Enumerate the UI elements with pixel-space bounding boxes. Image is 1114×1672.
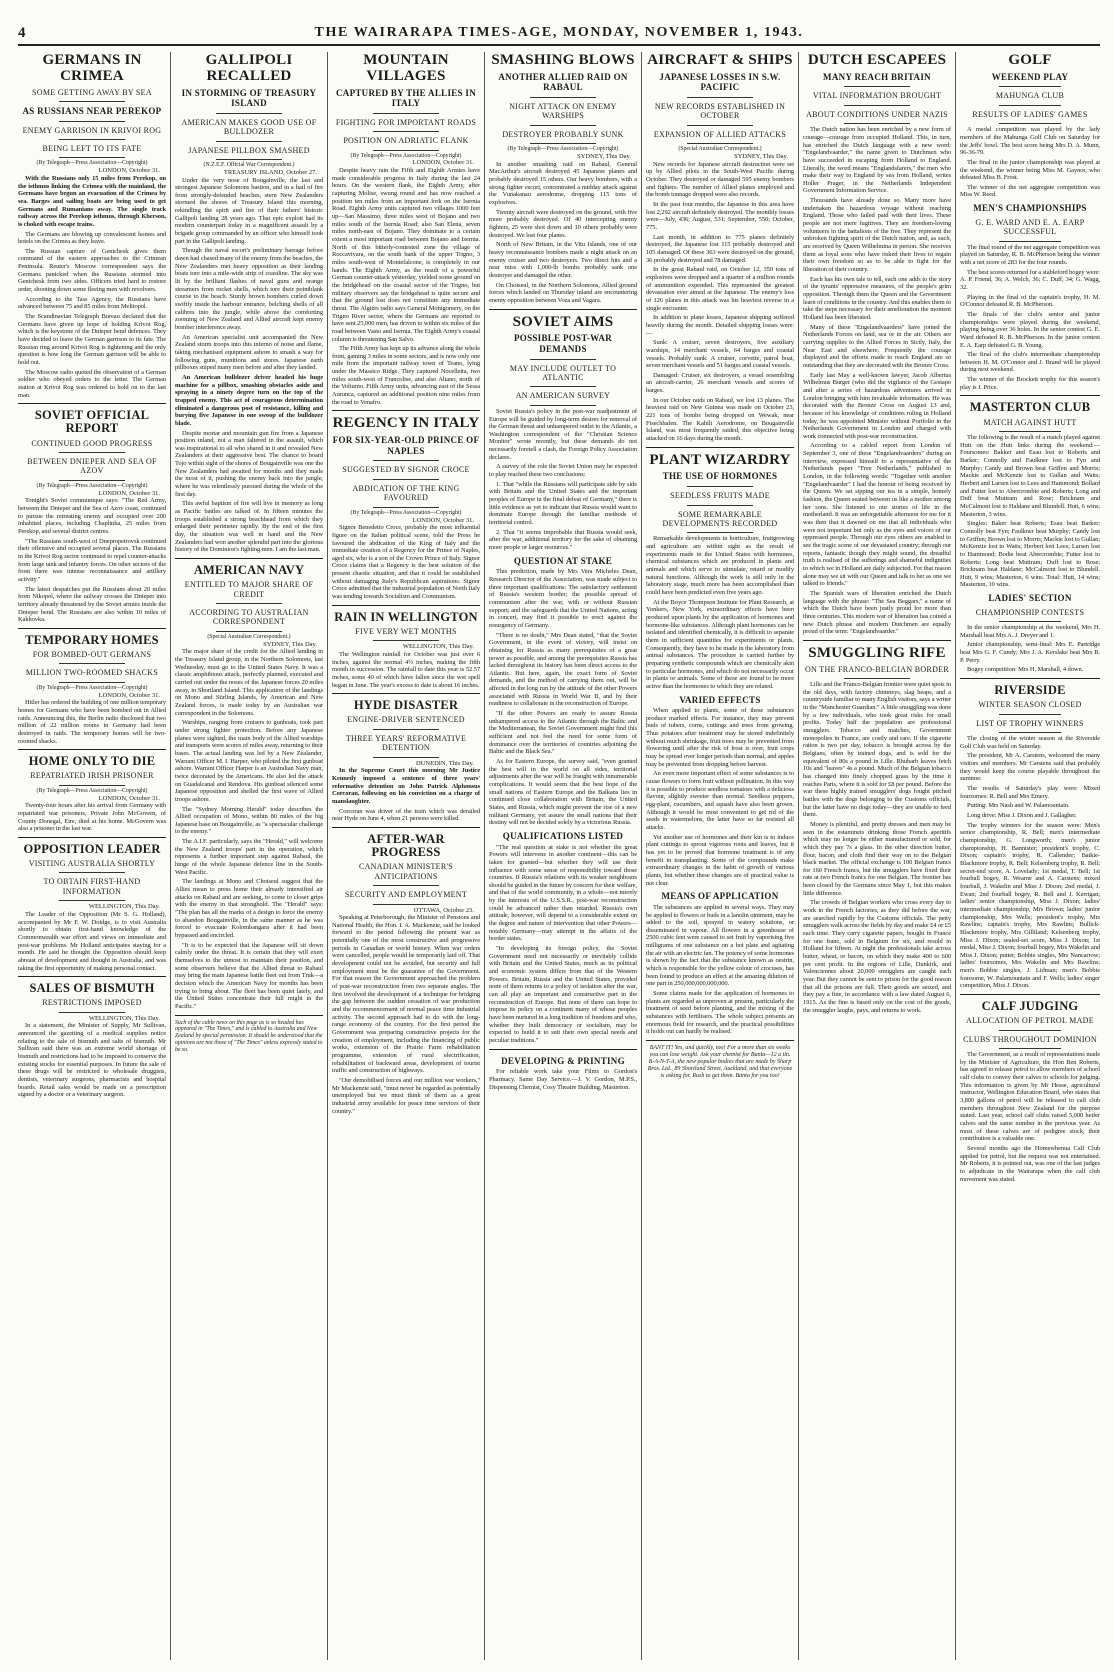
deck: ABOUT CONDITIONS UNDER NAZIS bbox=[806, 109, 948, 119]
deck: ON THE FRANCO-BELGIAN BORDER bbox=[804, 664, 950, 674]
dateline: WELLINGTON, This Day. bbox=[88, 1014, 160, 1022]
deck: VISITING AUSTRALIA SHORTLY bbox=[28, 859, 156, 869]
article-paragraph: Damaged: Cruiser, six destroyers, a vessel resembling an aircraft-carrier, 26 merchant vessels and scores of barges. bbox=[646, 371, 794, 395]
article-paragraph: Early last May a well-known lawyer, Jacob Albertus Wilhelmus Burger (who did the vigilance of the Gestapo and after a series of hazardous adventures arrived in London bringing with him invaluable information. He was decorated with the Bronze Cross on August 13 and, because of his knowledge of conditions ruling in Holland today, he was appointed Minister without Portfolio in the Netherlands Government in London and charged with work connected with post-war reconstruction. bbox=[803, 371, 951, 440]
deck: ALLOCATION OF PETROL MADE bbox=[966, 1016, 1094, 1026]
article-paragraph: The Wellington rainfall for October was just over 6 inches, against the normal 4½ inches, making the fifth month in succession. The rainfall to date this year is 52.57 inches, some 40 of which have fallen since the wet spell began in June. The year's excess to date is about 16 inches. bbox=[332, 650, 480, 689]
article-paragraph: Soviet Russia's policy in the post-war readjustment of Europe will be guided by long-term desires for removal of the German threat and unhampered outlet to the Atlantic, a Washington correspondent of the "Christian Science Monitor" wrote recently, but these demands do not necessarily foretell a clash, the Foreign Policy Association declares. bbox=[489, 407, 637, 461]
article-paragraph: According to the Tass Agency, the Russians have advanced between 75 and 85 miles from Melitopol. bbox=[18, 295, 166, 311]
article-paragraph: In the senior championship at the weekend, Mrs H. Marshall beat Mrs A. J. Dreyer and 1. bbox=[960, 624, 1100, 639]
deck: MATCH AGAINST HUTT bbox=[983, 417, 1077, 427]
article-paragraph: An American specialist unit accompanied the New Zealand storm troops into this inferno of noise and flame, taking mechanised equipment ashore to smash a way for following guns, munitions and stores. Japanese earth pillboxes sniped many men before and after they landed. bbox=[175, 333, 323, 372]
credit-line: (By Telegraph—Press Association—Copyright) bbox=[350, 152, 462, 159]
deck: BETWEEN DNIEPER AND SEA OF AZOV bbox=[27, 456, 157, 476]
headline-after-war-progress: AFTER-WAR PROGRESS bbox=[367, 831, 445, 860]
article-paragraph: In another smashing raid on Rabaul, General MacArthur's aircraft destroyed 45 Japanese planes and probably destroyed 15 others. Our heavy bombers, with a strong fighter escort, concentrated a midday attack against the Vunakanau aerodrome, dropping 115 tons of explosives. bbox=[489, 160, 637, 207]
dateline: LONDON, October 31. bbox=[98, 167, 160, 175]
deck: SOME REMARKABLE DEVELOPMENTS RECORDED bbox=[662, 509, 778, 528]
article-paragraph: Singles: Baker beat Roberts; Esau beat Barker; Connolly beat Fyn; Faulkner beat Murphy; Candy lost to Griffen; Brown lost to Morris; Mackie lost to Gullan; McKenzie lost to Watts; Herbert lost Lees; Larsen lost to Hammond; Bodie beat Abercrombie; Futter lost to Roberts; Long beat Muttram; Duff lost to Rose; Bricknam beat Haldane; McCalmont lost to Blundell. Hutt, 9 wins; Masterton, 6 wins. Total: Hutt, 14 wins; Masterton, 10 wins. bbox=[960, 520, 1100, 589]
article-paragraph: Lille and the Franco-Belgian frontier were quiet spots in the old days, with factory chimneys, slag heaps, and a countryside familiar to many English visitors, says a writer in the "Manchester Guardian." A little smuggling was done by a few individuals, who took great risks for small profits. Today half the population are professional smugglers. Tobacco and matches, Government monopolies in France, are costly and rare. If the cigarette ration is two per day, tobacco is brought across by the Belgians, often by trained dogs, and is sold for the equivalent of 80s a pound in Lille. Rhubarb leaves fetch 10s and "leaves" 4s a pound. Much of the Belgian tobacco has changed into finely chopped grass by the time it reaches Paris, where it is sold for £8 per pound. Before the war these highly trained smugglers' dogs fought pitched battles with the dogs belonging to the Customs officials, but the latter have no dogs today—they are unable to feed them. bbox=[803, 681, 951, 819]
article-paragraph: Corcoran was driver of the train which was derailed near Hyde on June 4, when 21 persons were killed. bbox=[332, 807, 480, 823]
article-paragraph: The winner of the net aggregate competition was Miss W. Reed. bbox=[960, 183, 1100, 199]
headline-dutch-escapees: DUTCH ESCAPEES bbox=[807, 52, 947, 68]
dateline: SYDNEY, This Day. bbox=[734, 153, 788, 161]
article-paragraph: In a statement, the Minister of Supply, Mr Sullivan, announced the gazetting of a medical supplies notice relating to the sale of bismuth and salts of bismuth. Mr Sullivan said there was an extreme world shortage of bismuth and restrictions had to be imposed to conserve the existing stocks for essential purposes. In future the sale of these drugs will be restricted to wholesale druggists, dentists, veterinary surgeons, pharmacists and hospital boards. Retail sales would be made on a prescription signed by a doctor or a veterinary surgeon. bbox=[18, 1022, 166, 1099]
deck: LIST OF TROPHY WINNERS bbox=[976, 718, 1084, 728]
headline-riverside: RIVERSIDE bbox=[994, 683, 1066, 698]
deck: CLUBS THROUGHOUT DOMINION bbox=[963, 1034, 1097, 1044]
article-paragraph: Junior championship, semi-final: Mrs E. Partridge beat Mrs G. F. Cundy; Mrs J. A. Kerslake beat Mrs B. P. Perry. bbox=[960, 641, 1100, 664]
subhead: VARIED EFFECTS bbox=[679, 694, 761, 705]
advert-text: BANT IT! Yes, and quickly, too! For a more than six weeks you can lose weight. Ask your chemist for Banta—12 a tin. B-A-N-T-A, the new popular bodies that are made by Sharp Bros. Ltd., 89 Shortland Street, Auckland, and that everyone is asking for. Rush to get them. Banta for you too! bbox=[647, 1045, 793, 1080]
article-paragraph: Bogey competition: Mrs H. Marshall, 4 down. bbox=[967, 666, 1084, 674]
article-paragraph: The "Sydney Morning Herald" today describes the Allied occupation of Mono, within 80 miles of the big Japanese base on Bougainville, as "a spectacular challenge to the enemy." bbox=[175, 805, 323, 836]
deck: TO OBTAIN FIRST-HAND INFORMATION bbox=[43, 877, 141, 896]
article-paragraph: 1. That "while the Russians will participate side by side with Britain and the United States and the important peoples of Europe in the final defeat of Germany," there is little evidence as yet to indicate that Russia would want to dominate Europe through the familiar methods of territorial control. bbox=[489, 480, 637, 527]
headline-soviet-aims: SOVIET AIMS bbox=[512, 313, 614, 330]
credit-line: (By Telegraph—Press Association—Copyright) bbox=[36, 482, 148, 489]
headline-golf: GOLF bbox=[1008, 52, 1052, 68]
article-paragraph: Twenty aircraft were destroyed on the ground, with five more probably destroyed. Of 40 intercepting enemy fighters, 25 were shot down and 10 others probably were destroyed. We lost four planes. bbox=[489, 208, 637, 239]
article-paragraph: The Leader of the Opposition (Mr S. G. Holland), accompanied by Mr F. W. Doidge, is to visit Australia shortly to obtain first-hand knowledge of the Commonwealth war effort and views on immediate and post-war problems. Mr Holland anticipates staying for a month. He said he thought the Opposition should keep abreast of development and thought in Australia, and was taking the first opportunity of making personal contact. bbox=[18, 911, 166, 972]
column-1 bbox=[18, 52, 166, 1660]
subhead: LADIES' SECTION bbox=[988, 593, 1072, 604]
dateline: LONDON, October 31. bbox=[98, 794, 160, 802]
deck: MANY REACH BRITAIN bbox=[823, 71, 931, 82]
article-paragraph: Several months ago the Homewhenua Calf Club applied for petrol, but the request was not entertained. Mr Roberts, it is pointed out, was one of the last judges to adjudicate in the Wairarapa when the calf club movement was stated. bbox=[960, 1144, 1100, 1183]
article-paragraph: Despite mortar and mountain gun fire from a Japanese position inland, not a man faltered in the assault, which was inspirational to all who shared in it and revealed New Zealanders at their aggressive best. The chance to board Tojo within sight of the shores of Bougainville was one the New Zealanders had awaited for months and they made the most of it, pushing the enemy back into the jungle, where he was relentlessly pursued during the whole of the first day. bbox=[175, 429, 323, 498]
column-rule bbox=[170, 52, 171, 1660]
article-paragraph: In our October raids on Rabaul, we lost 13 planes. The heaviest raid on New Guinea was made on October 23, 221 tons of bombs being dropped on Wewak, near Fisechhafen. The Kahili Aerodrome, on Bougainville Island, was most frequently raided, this objective being attacked on 16 days during the month. bbox=[646, 396, 794, 443]
article-paragraph: The Dutch nation has been enriched by a new form of courage—courage from occupied Holland. This, in turn, has enriched the Dutch language with a new word: "Engelandvaarder," the name given to Dutchmen who have succeeded in escaping from Holland to England. Literally, the word means "Englandsfarers," the men who make their way to England by sea from Holland, writes Holler Prager, in the Netherlands Independent Government Information Service. bbox=[803, 126, 951, 195]
deck: AS RUSSIANS NEAR PEREKOP bbox=[22, 105, 162, 116]
dateline: LONDON, October 31. bbox=[98, 691, 160, 699]
article-paragraph: A survey of the role the Soviet Union may be expected to play reached these two conclusions: bbox=[489, 463, 637, 479]
deck: FOR SIX-YEAR-OLD PRINCE OF NAPLES bbox=[332, 435, 480, 456]
deck: WINTER SEASON CLOSED bbox=[978, 700, 1082, 710]
credit-line: (By Telegraph—Press Association—Copyright) bbox=[507, 146, 619, 153]
column-rule bbox=[327, 52, 328, 1660]
deck: POSSIBLE POST-WAR DEMANDS bbox=[513, 333, 613, 354]
page-columns bbox=[18, 52, 1100, 1662]
article-paragraph: The substances are applied in several ways. They may be applied to flowers or buds in a lanolin ointment, may be added to the soil, sprayed in watery solutions, or disseminated in vapour. All flowers in a greenhouse of 2500 cubic feet were caused to set fruit by vaporising five milligrams of one substance on a hot plate and agitating the air with an electric fan. The potency of some hormones is shown by the fact that the substance known as oestrin, which is responsible for the yellow colour of crocuses, has been found to produce an effect at the amazing dilution of one part in 250,000,000,000,000. bbox=[646, 903, 794, 988]
column-rule bbox=[641, 52, 642, 1660]
deck: DESTROYER PROBABLY SUNK bbox=[502, 129, 624, 139]
article-paragraph: The following is the result of a match played against Hutt on the Hutt links during the weekend:—Foursomes: Bakker and Esau lost to Roberts and Barker; Connolly and Faulkner lost to Fyn and Murphy; Candy and Brown beat Griffen and Morris; Mackie and McKenzie lost to Gullan and Watts; Herbert and Larsen lost to Lees and Hammond; Bollard and Futter lost to Abercrombie and Roberts; Long and Duff beat Muttram and Rose; Bricknam and McCalmont lost to Haldane and Blundell. Hutt, 6 wins; Masterton, 3 wins. bbox=[960, 434, 1100, 518]
article-paragraph: An even more important effect of some substances is to cause flowers to form fruit without pollination. In this way it is possible to produce seedless tomatoes with a delicious flavour, slightly sweeter than normal. Seedless peppers, egg-plant, cucumbers, and squash have also been grown. Although it would be most convenient to get rid of the seeds in watermelons, the latter have so far resisted all attacks. bbox=[646, 770, 794, 831]
headline-mountain-villages: MOUNTAIN VILLAGES bbox=[363, 52, 449, 84]
deck: FIVE VERY WET MONTHS bbox=[355, 626, 457, 636]
article-paragraph: The trophy winners for the season were: Men's senior championship, R. Bell; men's intermediate championship, G. Longworth; men's junior championship, H. Bannister; president's trophy, C. Dixon; captain's trophy, R. Callender; Batkie-Blackmore trophy, R. Bell; Kelsenberg trophy, R. Bell; secret-end score, A. Lovelady; 1st medal, T. Bell; 1st fourball bogey, R. Wearne and A. Carstens; mixed fourball, J. Wakelin and Miss J. Dixon; 2nd medal, J. Ewan; 2nd fourball bogey, R. Bell and J. Kerrigan; ladies' senior championship, Miss J. Dixon; ladies' intermediate championship, Mrs Brown; ladies' junior championship, Mrs Wells; president's trophy, Mrs Rawlins; captain's trophy, Mrs Rawlins; Bullick-Blackmore trophy, Mrs Gilliland; Kelsenberg trophy, Miss J. Dixon; sealed-set score, Miss J. Dixon; 1st medal, Miss J. Dixon; fourball bogey, Mrs Wakelin and Miss J. Dixon; putter, Bobbie singles, Mrs Nancarrow; ladies' foursomes, Mrs Wakelin and Mrs Rawlins; men's Bobbie singles, J. Lidman; men's Bobbie foursome, W. Palamountain and F. Wells; ladies' singer competition, Miss J. Dixon. bbox=[960, 821, 1100, 990]
article-paragraph: As for Eastern Europe, the survey said, "even granted the best will in the world on all sides, territorial adjustments after the war will be fraught with innumerable complications. It would seem that the best hope of the small nations of Eastern Europe and the Balkans lies in continued close collaboration with Britain, the United States, and Russia, which might prevent the rise of a new militant Germany, yet assure the small nations that their destiny will not be decided solely by a victorious Russia. bbox=[489, 758, 637, 827]
column-7 bbox=[960, 52, 1100, 1660]
article-paragraph: Putting: Mrs Nash and W. Palamountain. bbox=[967, 802, 1070, 810]
article-paragraph: The Germans are blowing up convalescent homes and hotels on the Crimea as they leave. bbox=[18, 230, 166, 246]
headline-american-navy: AMERICAN NAVY bbox=[193, 563, 305, 578]
dateline: WELLINGTON, This Day. bbox=[402, 643, 474, 651]
article-paragraph: At the Boyce Thompson Institute for Plant Research, at Yonkers, New York, extraordinary effects have been produced upon plants by the application of hormones and hormone-like substances. Although plant hormones can be isolated and identified chemically, it is difficult to separate them in sufficient quantities for experiments or plants. Consequently, they have to be made in the laboratory from animal substances. The procedure is carried further by preparing synthetic compounds which are chemically akin to particular hormones, and which do not necessarily occur in plants or animals. Some of these are found to be more active than the hormones to which they are related. bbox=[646, 598, 794, 690]
article-paragraph: Tonight's Soviet communique says: "The Red Army, between the Dnieper and the Sea of Azov coast, continued to pursue the retreating enemy and occupied over 200 inhabited places, including Chaplinka, 25 miles from Perekop, and several district centres. bbox=[18, 497, 166, 535]
headline-hyde-disaster: HYDE DISASTER bbox=[353, 698, 459, 713]
article-paragraph: On Choiseul, in the Northern Solomons, Allied ground forces which landed on Thursday inland are encountering enemy opposition between Voza and Vagara. bbox=[489, 281, 637, 304]
article-paragraph: The finals of the club's senior and junior championships were played during the weekend, playing being over 36 holes. In the senior contest G. E. Ward defeated R. B. McPherson. In the junior contest E. A. Earp defeated G. B. Young. bbox=[960, 310, 1100, 349]
article-paragraph: In the past four months, the Japanese in this area have lost 2,292 aircraft definitely destroyed. The monthly losses were—July, 436; August, 531; September, 550; October, 775. bbox=[646, 201, 794, 232]
article-paragraph: Playing in the final of the captain's trophy, H. M. O'Connor defeated R. B. McPherson. bbox=[960, 293, 1100, 309]
deck: FOR BOMBED-OUT GERMANS bbox=[32, 649, 152, 659]
column-rule bbox=[798, 52, 799, 1660]
deck: RESTRICTIONS IMPOSED bbox=[42, 998, 142, 1008]
deck: MAHUNGA CLUB bbox=[995, 91, 1065, 101]
article-paragraph: The Fifth Army has kept up its advance along the whole front, gaining 3 miles in some sectors, and is now only one mile from the important railway town of Teano, lying under the Massico Ridge. They captured Nocelletta, two miles south-west of Francolise, and also Aliano, north of the Volturno. Fifth Army units, advancing east of the Sessa Aurunca, captured an additional position nine miles from the road to Venafro. bbox=[332, 345, 480, 406]
deck: WEEKEND PLAY bbox=[991, 71, 1069, 82]
deck: G. E. WARD AND E. A. EARP SUCCESSFUL bbox=[975, 217, 1085, 237]
article-paragraph: The latest despatches put the Russians about 20 miles from Nikopol, where the railway crosses the Dnieper into territory already threatened by the Soviet armies inside the Dnieper bend. The Russians are also within 10 miles of Kakhovka. bbox=[18, 585, 166, 624]
deck: IN STORMING OF TREASURY ISLAND bbox=[181, 87, 317, 109]
advert-text: For reliable work take your Films to Gordon's Pharmacy. Same Day Service.—J. V. Gordon, M.P.S., Dispensing Chemist, Cosy Theatre Building, Masterton. bbox=[489, 1068, 637, 1091]
article-paragraph: The final in the junior championship was played at the weekend, the winner being Miss M. Gaynor, who defeated Miss B. Frost. bbox=[960, 158, 1100, 182]
article-paragraph: In addition to plane losses, Japanese shipping suffered heavily during the month. Detailed shipping losses were:— bbox=[646, 314, 794, 337]
deck: ENEMY GARRISON IN KRIVOI ROG bbox=[22, 125, 162, 135]
article-paragraph: Yet another use of hormones and their kin is to induce plant cuttings to sprout vigorous roots and leaves, but it has yet to be proved that hormone treatment is of any benefit in transplanting. Some of the compounds make extraordinary changes in the habit of growth of various plants, but whether these changes are of practical value is not clear. bbox=[646, 833, 794, 887]
dateline: WELLINGTON, This Day. bbox=[88, 903, 160, 911]
deck: THE USE OF HORMONES bbox=[662, 471, 778, 482]
article-paragraph: Twenty-four hours after his arrival from Germany with repatriated war prisoners, Private John McGovern, of County Donegal, Eire, died at his home. McGovern was also a prisoner in the last war. bbox=[18, 802, 166, 833]
article-paragraph: Under the very nose of Bougainville, the last and strongest Japanese Solomons bastion, and in a hail of fire from strongly-defended beaches, stern New Zealanders stormed the shores of Treasury Island this morning, rekindling the spirit and fire of their fathers' historic Gallipoli landing 28 years ago. That epic exploit had its modern counterpart today in a magnificent assault by a brigade group commanded by an officer who himself took part in the Gallipoli landing. bbox=[175, 176, 323, 245]
deck: SECURITY AND EMPLOYMENT bbox=[344, 890, 468, 900]
article-paragraph: Each has his own tale to tell, each one adds to the story of the tyrants' oppressive measures, of the people's grim opposition. Through them the Queen and the Government learn of conditions in the country. And this enables them to take the steps necessary for their amelioration the moment Holland has been liberated. bbox=[803, 275, 951, 321]
article-paragraph: The results of Saturday's play were: Mixed foursomes: R. Bell and Mrs Emery. bbox=[960, 785, 1100, 800]
deck: CHAMPIONSHIP CONTESTS bbox=[975, 607, 1085, 617]
headline-smuggling-rife: SMUGGLING RIFE bbox=[808, 644, 946, 661]
article-paragraph: Many of these "Engelandvaarders" have joined the Netherlands Forces on land, sea or in the air. Others are carrying supplies to the Allied Forces in Sicily, Italy, the Near East and elsewhere. Frequently the courage displayed and the efforts made to reach England are so outstanding that they are decorated with the Bronze Cross. bbox=[803, 323, 951, 369]
deck: ACCORDING TO AUSTRALIAN CORRESPONDENT bbox=[189, 608, 309, 627]
article-paragraph: "The Russians south-west of Dnepropetrovsk continued their offensive and occupied several places. The Russians in the Krivoi Rog sector continued to repel counter-attacks from large tank and infantry forces. On other sectors of the front there was intense reconnaissance and artillery activity." bbox=[18, 537, 166, 583]
article-paragraph: When applied to plants, some of these substances produce marked effects. For instance, they may prevent buds of tubers, corns, cuttings and trees from growing. Thus potatoes after treatment may be stored indefinitely without much shrinkage, fruit trees may be prevented from flowering until after the risk of frost is over, fruit crops may be spread over longer periods than normal, and apples may be prevented from dropping before harvest. bbox=[646, 707, 794, 768]
credit-line: (Special Australian Correspondent.) bbox=[678, 146, 762, 153]
deck: RESULTS OF LADIES' GAMES bbox=[972, 109, 1088, 119]
article-paragraph: The A.I.F. particularly, says the "Herald," will welcome the New Zealand troops' part in the operation, which represents a further important step against Rabaul, the hinge of the whole Japanese defence line in the South-West Pacific. bbox=[175, 838, 323, 876]
article-paragraph: "In developing its foreign policy, the Soviet Government need not necessarily or inevitably collide with Britain and the United States, much as its political and economic system differs from that of the Western Powers. Britain, Russia and the United States, provided none of them returns to a policy of isolation after the war, can all play an important and constructive part in the reconstruction of Europe. But none of them can hope to impose its policy on a continent many of whose peoples have been nurtured in a long tradition of freedom and who, whether they built democracy or socialism, may be expected to build it to suit their own special needs and peculiar traditions." bbox=[489, 945, 637, 1044]
article-paragraph: The crowds of Belgian workers who cross every day to work in the French factories, as they did before the war, are searched rapidly by the Customs officials. The petty smugglers walk across the fields by day and make £4 or £5 each time. They carry cigarette papers, bought in France for one franc, sold in Belgium for six, and resold in Holland for fifteen. At night the professionals take across butter, wheat, or bacon, on which they make 400 to 600 per cent profit. In the regions of Lille, Dunkirk, and Valenciennes about 20,000 smugglers are caught each year. But they cannot be sent to prison for the good reason that all the prisons are full. Their goods are seized, and they pay a fine, in accordance with a law dated August 6, 1915. As the fine is based only on the cost of the goods, the smuggler laughs, pays, and returns to work. bbox=[803, 899, 951, 1014]
times-copyright-note: Such of the cable news on this page as is so headed has appeared in "The Times," and is cabled to Australia and New Zealand by special permission. It should be understood that the opinions are not those of "The Times" unless expressly stated to be so. bbox=[175, 1019, 323, 1053]
deck: BEING LEFT TO ITS FATE bbox=[42, 143, 142, 153]
page-number: 4 bbox=[18, 25, 26, 41]
headline-soviet-report: SOVIET OFFICIAL REPORT bbox=[34, 408, 150, 436]
article-paragraph: The Moscow radio quoted the observation of a German soldier who obeyed orders to the letter. The German station at Krivoi Rog was ordered to hold on to the last man. bbox=[18, 368, 166, 399]
dateline: SYDNEY, This Day. bbox=[263, 640, 317, 648]
article-paragraph: Sunk: A cruiser, seven destroyers, five auxiliary warships, 14 merchant vessels, 64 barges and coastal vessels. Probably sunk: A cruiser, corvette, patrol boat, seven merchant vessels and 51 barges and coastal vessels. bbox=[646, 339, 794, 370]
deck: CAPTURED BY THE ALLIES IN ITALY bbox=[335, 87, 477, 109]
deck: MILLION TWO-ROOMED SHACKS bbox=[25, 668, 159, 678]
article-paragraph: Last month, in addition to 775 planes definitely destroyed, the Japanese lost 115 probably destroyed and 105 damaged. Of these 363 were destroyed on the ground, 36 probably destroyed and 78 damaged. bbox=[646, 233, 794, 264]
subhead: QUALIFICATIONS LISTED bbox=[502, 830, 624, 841]
credit-line: (By Telegraph—Press Association—Copyright) bbox=[36, 160, 148, 167]
newspaper-title: THE WAIRARAPA TIMES-AGE, MONDAY, NOVEMBER 1, 1943. bbox=[314, 25, 804, 40]
article-paragraph: "It is to be expected that the Japanese will sit down calmly under the threat. It is certain that they will exert themselves to the utmost to maintain their position, and some observers believe that the Allied threat to Rabaul may bring the main Japanese battle fleet out from Truk—a decision which the American Navy for months has been trying to bring about. The fleet has been quiet lately, and the United States concentrate their full might in the Pacific." bbox=[175, 941, 323, 1010]
subhead: MEANS OF APPLICATION bbox=[661, 891, 779, 902]
article-paragraph: Though the naval escort's preliminary barrage before dawn had chased many of the enemy from the beaches, the New Zealanders met heavy opposition as their landing boats tore into a mile-wide strip of coastline. The sky was lit by the brilliant flashes of naval guns and orange streamers from rocket shells, which tore their pointblank course to the beach. Sturdy brown bombers curled down swiftly inside the harbour entrance, belching shells of all calibres into the jungle, while above the comforting zooming of New Zealand and Allied aircraft kept enemy bomber interference away. bbox=[175, 247, 323, 331]
article-paragraph: A medal competition was played by the lady members of the Mahunga Golf Club on Saturday for the Jeffs' bowl. The best score being Mrs D. A. Munn, 96-36-79. bbox=[960, 126, 1100, 157]
headline-temporary-homes: TEMPORARY HOMES bbox=[25, 632, 159, 647]
credit-line: (N.Z.E.F. Official War Correspondent.) bbox=[203, 162, 295, 169]
column-6 bbox=[803, 52, 951, 1660]
article-paragraph: The major share of the credit for the Allied landing in the Treasury Island group, in the Northern Solomons, last Wednesday, must go to the United States Navy. It was a classic amphibious attack, perfectly planned, executed and carried out under the noses of the Japanese forces 20 miles away, in Shortland Island. This application of the landings on Mono and Stirling Islands, by American and New Zealand forces, is made today by an Australian war correspondent in the Solomons. bbox=[175, 648, 323, 717]
article-paragraph: The final round of the net aggregate competition was played on Saturday, R. B. McPherson being the winner with a net score of 283 for the four rounds. bbox=[960, 243, 1100, 266]
deck: ENTITLED TO MAJOR SHARE OF CREDIT bbox=[184, 580, 314, 599]
headline-germans-in-crimea: GERMANS IN CRIMEA bbox=[42, 52, 142, 84]
article-paragraph: New records for Japanese aircraft destruction were set up by Allied pilots in the South-West Pacific during October. They destroyed or damaged 595 enemy bombers and fighters. The number of Allied planes employed and the bomb tonnage dropped were also records. bbox=[646, 160, 794, 199]
headline-regency-in-italy: REGENCY IN ITALY bbox=[332, 415, 480, 432]
article-paragraph: North of New Britain, in the Vitu Islands, one of our heavy reconnaissance bombers made a night attack on an enemy cruiser and two destroyers. Two direct hits and a near miss with 1,000-lb bombs probably sank one destroyer and damaged the other. bbox=[489, 241, 637, 279]
deck: NIGHT ATTACK ON ENEMY WARSHIPS bbox=[509, 101, 617, 121]
deck: JAPANESE PILLBOX SMASHED bbox=[188, 145, 310, 155]
deck: NEW RECORDS ESTABLISHED IN OCTOBER bbox=[654, 101, 786, 121]
article-paragraph: The winner of the Brockett trophy for this season's play is J. Price. bbox=[960, 376, 1100, 391]
deck: SUGGESTED BY SIGNOR CROCE bbox=[342, 465, 470, 475]
article-paragraph: This prediction, made by Mrs Vera Micheles Dean, Research Director of the Association, was made subject to three important qualifications: The satisfactory settlement of Russia's western border; the possible spread of communism after the war, with or without Russian support; and the safeguards that the United Nations, acting in concert, may find it possible to erect against the resurgency of Germany. bbox=[489, 568, 637, 629]
column-2 bbox=[175, 52, 323, 1660]
article-paragraph: The best scores returned for a stableford bogey were: A. P. Friend, 36; A. Welch, 36; C. Duff, 34; G. Wagg, 32. bbox=[960, 268, 1100, 291]
article-paragraph: The Scandinavian Telegraph Bureau declared that the Germans have given up hope of holding Krivoi Rog, which is the keystone of the Dnieper bend defences. They have decided to leave the German garrison to its fate. The Russian ring around Krivoi Rog is tightening and the only question is how long the German garrison will be able to hold out. bbox=[18, 313, 166, 366]
credit-line: (By Telegraph—Press Association—Copyright) bbox=[36, 684, 148, 691]
subhead: QUESTION AT STAKE bbox=[513, 555, 613, 566]
article-paragraph: Money is plentiful, and pretty dresses and men may be seen in the estaminets drinking those French aperitifs which may no longer be either manufactured or sold, for which they pay 7s a glass. In the other direction butter, flour, bacon, and cloth find their way on to the Belgian black market. The official exchange is 100 Belgian francs for 160 French francs, but the smugglers have fixed their rate at two French francs for one Belgian. The frontier has been closed by the Germans since May 1, but this makes little difference. bbox=[803, 820, 951, 897]
dateline: TREASURY ISLAND, October 27. bbox=[223, 168, 317, 176]
article-paragraph: In the Supreme Court this morning Mr Justice Kennedy imposed a sentence of three years' reformative detention on John Patrick Alphonsus Corcoran, following on his conviction on a charge of manslaughter. bbox=[332, 767, 480, 805]
credit-line: (By Telegraph—Press Association—Copyright) bbox=[350, 509, 462, 516]
deck: POSITION ON ADRIATIC FLANK bbox=[343, 136, 469, 146]
deck: MAY INCLUDE OUTLET TO ATLANTIC bbox=[509, 363, 617, 382]
advert-heading: DEVELOPING & PRINTING bbox=[501, 1055, 625, 1066]
deck: THREE YEARS' REFORMATIVE DETENTION bbox=[345, 733, 467, 753]
article-paragraph: The Spanish wars of liberation enriched the Dutch language with the phrase: "The Sea Beggars," a name of which the Dutch have been justly proud for more than three centuries. This modern war of liberation has coined a new Dutch phrase and modern Dutchmen are equally proud of the term: "Engelandvaarder." bbox=[803, 589, 951, 636]
column-5 bbox=[646, 52, 794, 1660]
article-paragraph: The Russian capture of Genichesk gives them command of the eastern approaches to the Crimean Peninsula. Reuter's Moscow correspondent says the Germans panicked when the Russians stormed into Genichesk from two sides. Officers tried hard to restore order, shooting down some fleeing men with revolvers. bbox=[18, 247, 166, 294]
deck: ANOTHER ALLIED RAID ON RABAUL bbox=[498, 71, 628, 93]
article-paragraph: The landings at Mono and Choiseul suggest that the Allies mean to press home their already intensified air attacks on Rabaul and are seeking, to come to closer grips with the enemy in that stronghold. The "Herald" says: "The plan has all the marks of a design to force the enemy to abandon Bougainville, in the same manner as he was forced to evacuate Kolombangara after it had been bypassed and encircled. bbox=[175, 878, 323, 939]
headline-masterton-club: MASTERTON CLUB bbox=[969, 400, 1091, 415]
headline-rain-in-wellington: RAIN IN WELLINGTON bbox=[334, 609, 478, 624]
article-paragraph: The Government, as a result of representations made by the Minister of Agriculture, the Hon Ben Roberts, has agreed to release petrol to allow members of school calf clubs to convey their calves to schools for judging. This information is given by Mr Hesse, agricultural instructor, Wellington Education Board, who states that 3,800 gallons of petrol will be released to calf club members throughout New Zealand for the purpose stated. Last year, school calf clubs raised 5,000 heifer calves and the same number in the previous year. As most of these calves are of pedigree stock, their contribution is a valuable one. bbox=[960, 1051, 1100, 1143]
article-paragraph: "There is no doubt," Mrs Dean stated, "that the Soviet Government, in the event of victory, will insist on obtaining for Russia as many prerequisites of a great power as possible, and among the prerequisites Russia has lacked throughout its history has been direct access to the Atlantic. But here, again, the exact form of Soviet demands, and the method of carrying them out, will be affected in the long run by the attitude of the other Powers associated with Russia in World War II, and by their readiness to collaborate in the reconstruction of Europe. bbox=[489, 631, 637, 708]
article-paragraph: Despite heavy rain the Fifth and Eighth Armies have made considerable progress in Italy during the last 24 hours. On the western flank, the Eighth Army, after capturing Molise, swung round and has now reached a position ten miles from an important fork on the Isernia Road. Eighth Army units captured two villages 1000 feet up—San Massimo, three miles west of Bojano and two miles south of the Isernia Road; also San Elena, seven miles north-east of Bojano. They dominate to a certain extent a most important road between Bojano and Isernia. North of this bitterly-contested zone the village of Roccavivara, on the south bank of the upper Trigno, 3 miles south-west of Montefalcone, is completely in our hands. The Eighth Army, as the result of a powerful German counter-attack yesterday, yielded some ground on the bridgehead on the coastal sector of the Trigno, but military observers say the bridgehead is quite secure and that the ground lost does not constitute any immediate threat. The Algiers radio says General Montgomery, on the Trigno River sector, where the Germans are reported to have sent 25,000 men, has driven to within six miles of the road between Vasto and Isernia. The Eighth Army's coastal column is threatening San Salvo. bbox=[332, 167, 480, 343]
article-paragraph: The closing of the winter season at the Riverside Golf Club was held on Saturday. bbox=[960, 735, 1100, 750]
article-paragraph: 2. That "it seems improbable that Russia would seek, after the war, additional territory for the sake of obtaining more people or larger resources." bbox=[489, 528, 637, 552]
headline-aircraft-and-ships: AIRCRAFT & SHIPS bbox=[647, 52, 793, 68]
dateline: SYDNEY, This Day. bbox=[577, 153, 631, 161]
dateline: LONDON, October 31. bbox=[412, 159, 474, 167]
credit-line: (Special Australian Correspondent.) bbox=[207, 633, 291, 640]
article-paragraph: This awful baptism of fire will live in memory as long as Pacific battles are talked of. In fifteen minutes the troops established a strong beachhead from which they enlarged their perimeter rapidly. By the end of the first day, the situation was well in hand and the New Zealanders had won another splendid part into the glorious history of the Dominion's fighting men. I am the last man. bbox=[175, 500, 323, 554]
article-paragraph: Some claims made for the application of hormones to plants are regarded as unproven at present, particularly the treatment of seed before planting, and the mixing of the substances with fertilisers. The whole subject presents an enormous field for research, and the practical possibilities it holds out can hardly be realised. bbox=[646, 990, 794, 1036]
deck: ENGINE-DRIVER SENTENCED bbox=[347, 715, 465, 725]
headline-calf-judging: CALF JUDGING bbox=[981, 999, 1079, 1014]
deck: ABDICATION OF THE KING FAVOURED bbox=[352, 483, 460, 503]
deck: CONTINUED GOOD PROGRESS bbox=[31, 438, 153, 448]
article-paragraph: Warships, ranging from cruisers to gunboats, took part under strong fighter protection. Before any Japanese planes were sighted, the main body of the Allied warships and transports were scores of miles away, returning to their bases. The actual landing was led by a New Zealander, Warrant Officer M. I. Harper, who piloted the first gunboat ashore. Warrant Officer Harper is an Australian Navy man, twice decorated by the Americans. He also led the attack on Guadalcanal and Rendova. His gunboat silenced some Japanese opposition and shelled the first wave of Allied troops ashore. bbox=[175, 719, 323, 803]
deck: EXPANSION OF ALLIED ATTACKS bbox=[653, 129, 787, 139]
article-paragraph: Signor Benedetto Croce, probably the most influential figure on the Italian political scene, told the Press he favoured the abdication of the King of Italy and the immediate creation of a Regency for the Prince of Naples, aged six, who is a son of the Crown Prince of Italy. Signor Croce claims that a Regency is the best solution of the present chaotic situation, and that it could be established without damaging Italy's Republican aspirations. Signor Croce admitted that the industrial population of North Italy was tending towards Socialism and Communism. bbox=[332, 524, 480, 601]
deck: VITAL INFORMATION BROUGHT bbox=[812, 91, 942, 101]
deck: SEEDLESS FRUITS MADE bbox=[670, 491, 770, 501]
masthead bbox=[18, 22, 1100, 46]
article-paragraph: "Our demobilised forces and our million war workers," Mr Mackenzie said, "must never be regarded as potentially unemployed but we must think of them as a great industrial army available for peace time services of their country." bbox=[332, 1076, 480, 1115]
column-3 bbox=[332, 52, 480, 1660]
headline-plant-wizardry: PLANT WIZARDRY bbox=[649, 451, 791, 468]
article-paragraph: Speaking at Peterborough, the Minister of Pensions and National Health, the Hon. I. A. Mackenzie, said he looked forward to the period following the present war as potentially one of the most constructive and progressive periods in Canadian or world history. When war orders were cancelled, people would be temporarily laid off. That development could not be avoided, but security and full employment must be the guarantee of the Government. For that reason the Government approached the problem of post-war reconstruction from two separate angles. The first involved the development of a technique for bridging the gap between the sudden cessation of war production and the recommencement of normal peace time industrial activity. The second approach had to do with the long-range economy of the country. For the first period the Government was preparing constructive projects for the creation of employment, including the financing of public works, extension of the Prairie Farm rehabilitation programme, extension of rural electrification, rehabilitation of backward areas, development of tourist traffic and construction of highways. bbox=[332, 914, 480, 1075]
deck: SOME GETTING AWAY BY SEA bbox=[32, 87, 152, 97]
article-paragraph: Remarkable developments in horticulture, fruitgrowing and agriculture are within sight as the result of experiments made in the United States with hormones, chemical substances which are produced in plants and animals and which serve to stimulate, retard or modify natural functions. Although the work is still only in the laboratory stage, much more has been accomplished than could have been predicted even five years ago. bbox=[646, 535, 794, 596]
column-rule bbox=[484, 52, 485, 1660]
article-paragraph: Thousands have already done so. Many more have undertaken the hazardous voyage without reaching England. Those who failed paid with their lives. These people are not mere fugitives. They are freedom-loving volunteers in the battalions of the free. They represent the unbroken fighting spirit of the Dutch nation, and, as such, are received by Queen Wilhelmina in person. She receives them as loyal sons who have risked their lives to regain their own freedom so as to be able to fight for the liberation of their country. bbox=[803, 197, 951, 274]
dateline: LONDON, October 31. bbox=[412, 516, 474, 524]
column-rule bbox=[955, 52, 956, 1660]
article-paragraph: In the great Rabaul raid, on October 12, 350 tons of explosives were dropped and a quarter of a million rounds of ammunition expended. This represented the greatest devastation ever aimed at the Japanese. The enemy's loss of 126 planes in this attack was his heaviest reverse in a single encounter. bbox=[646, 266, 794, 312]
article-paragraph: With the Russians only 15 miles from Perekop, on the isthmus linking the Crimea with the mainland, the Germans have begun an evacuation of the Crimea by sea. Barges and sailing boats are being used to get Germans and Rumanians away. The single track railway across the Perekop isthmus, through Kherson, is choked with escape trains. bbox=[18, 174, 166, 228]
article-paragraph: Long drive: Miss J. Dixon and J. Gallagher. bbox=[967, 812, 1077, 820]
dateline: OTTAWA, October 23. bbox=[413, 906, 474, 914]
article-paragraph: Hitler has ordered the building of one million temporary homes for Germans who have been bombed out in Allied raids. Announcing this, the Berlin radio disclosed that two million of 22 million rooms in Germany had been destroyed in raids. The temporary homes will be two-roomed shacks. bbox=[18, 699, 166, 745]
deck: JAPANESE LOSSES IN S.W. PACIFIC bbox=[659, 71, 781, 93]
column-4 bbox=[489, 52, 637, 1660]
headline-home-only-to-die: HOME ONLY TO DIE bbox=[28, 754, 156, 769]
article-paragraph: "The real question at stake is not whether the great Powers will intervene in another continent—this can be taken for granted—but whether they will use their influence with some sense of responsibility toward those countries. If Russia's relations with its weaker neighbours should be guided in the future by concern for their welfare, and that of the world community, in a whole—not merely by the interests of the U.S.S.R., post-war reconstruction could be advanced rather than retarded. Russia's own attitude, however, will depend to a considerable extent on the degree and nature of intervention that other Powers—notably Germany—may attempt in the affairs of the border states. bbox=[489, 843, 637, 943]
headline-sales-of-bismuth: SALES OF BISMUTH bbox=[29, 981, 155, 996]
deck: AN AMERICAN SURVEY bbox=[515, 391, 611, 401]
deck: AMERICAN MAKES GOOD USE OF BULLDOZER bbox=[181, 117, 317, 137]
dateline: LONDON, October 31. bbox=[98, 489, 160, 497]
deck: REPATRIATED IRISH PRISONER bbox=[30, 771, 154, 781]
deck: CANADIAN MINISTER'S ANTICIPATIONS bbox=[358, 862, 454, 881]
article-paragraph: The president, Mr A. Carstens, welcomed the many visitors and members. Mr Carstens said that probably they would keep the course playable throughout the summer. bbox=[960, 752, 1100, 783]
article-paragraph: According to a cabled report from London of September 3, one of these "Engelandvaarders" during an interview, expressed himself to a representative of the Netherlands paper "Free Netherlands," published in London, in the following words: "Together with another "Engelandvaarder" I had the honour of being received by the Queen. We sat sipping our tea in a simple, homely fashion, the Queen seated between us like a mother among her sons. She listened to our stories of life in the motherland. It was an unforgettable afternoon for me for it was then that it dawned on me that all individuals who were not important but only as the eyes and voices of our oppressed people. Through our eyes others are enabled to see the tragic scene of our devastated country; through our reports, fantastic though they might sound, the dreadful truth is realised of the sufferings and shameful indignities to which we in Holland are daily subjected. For that reason alone may we sit with our Queen and talk to her as one we talked to friends." bbox=[803, 442, 951, 588]
credit-line: (By Telegraph—Press Association—Copyright) bbox=[36, 787, 148, 794]
article-paragraph: "If the other Powers are ready to assure Russia unhampered access to the Atlantic through the Baltic and the Mediterranean, the Soviet Government might find this sufficient and not feel the need for some form of dominance over the territories of countries adjoining the Baltic and the Black Sea." bbox=[489, 710, 637, 756]
subhead: MEN'S CHAMPIONSHIPS bbox=[973, 203, 1087, 214]
article-paragraph: An American bulldozer driver headed his huge machine for a pillbox, smashing obstacles aside and spraying in a ninety degree turn on the top of the trapped enemy. This act of courageous determination eliminated a dangerous post of resistance, killing and burying five Japanese in one swoop of the bulldozer blade. bbox=[175, 373, 323, 427]
headline-opposition-leader: OPPOSITION LEADER bbox=[23, 841, 161, 856]
dateline: DUNEDIN, This Day. bbox=[416, 759, 474, 767]
headline-gallipoli-recalled: GALLIPOLI RECALLED bbox=[205, 52, 293, 84]
headline-smashing-blows: SMASHING BLOWS bbox=[491, 52, 635, 68]
article-paragraph: The final of the club's intermediate championship between H. M. O'Connor and J. Brand will be played during next weekend. bbox=[960, 351, 1100, 374]
deck: FIGHTING FOR IMPORTANT ROADS bbox=[335, 117, 477, 127]
